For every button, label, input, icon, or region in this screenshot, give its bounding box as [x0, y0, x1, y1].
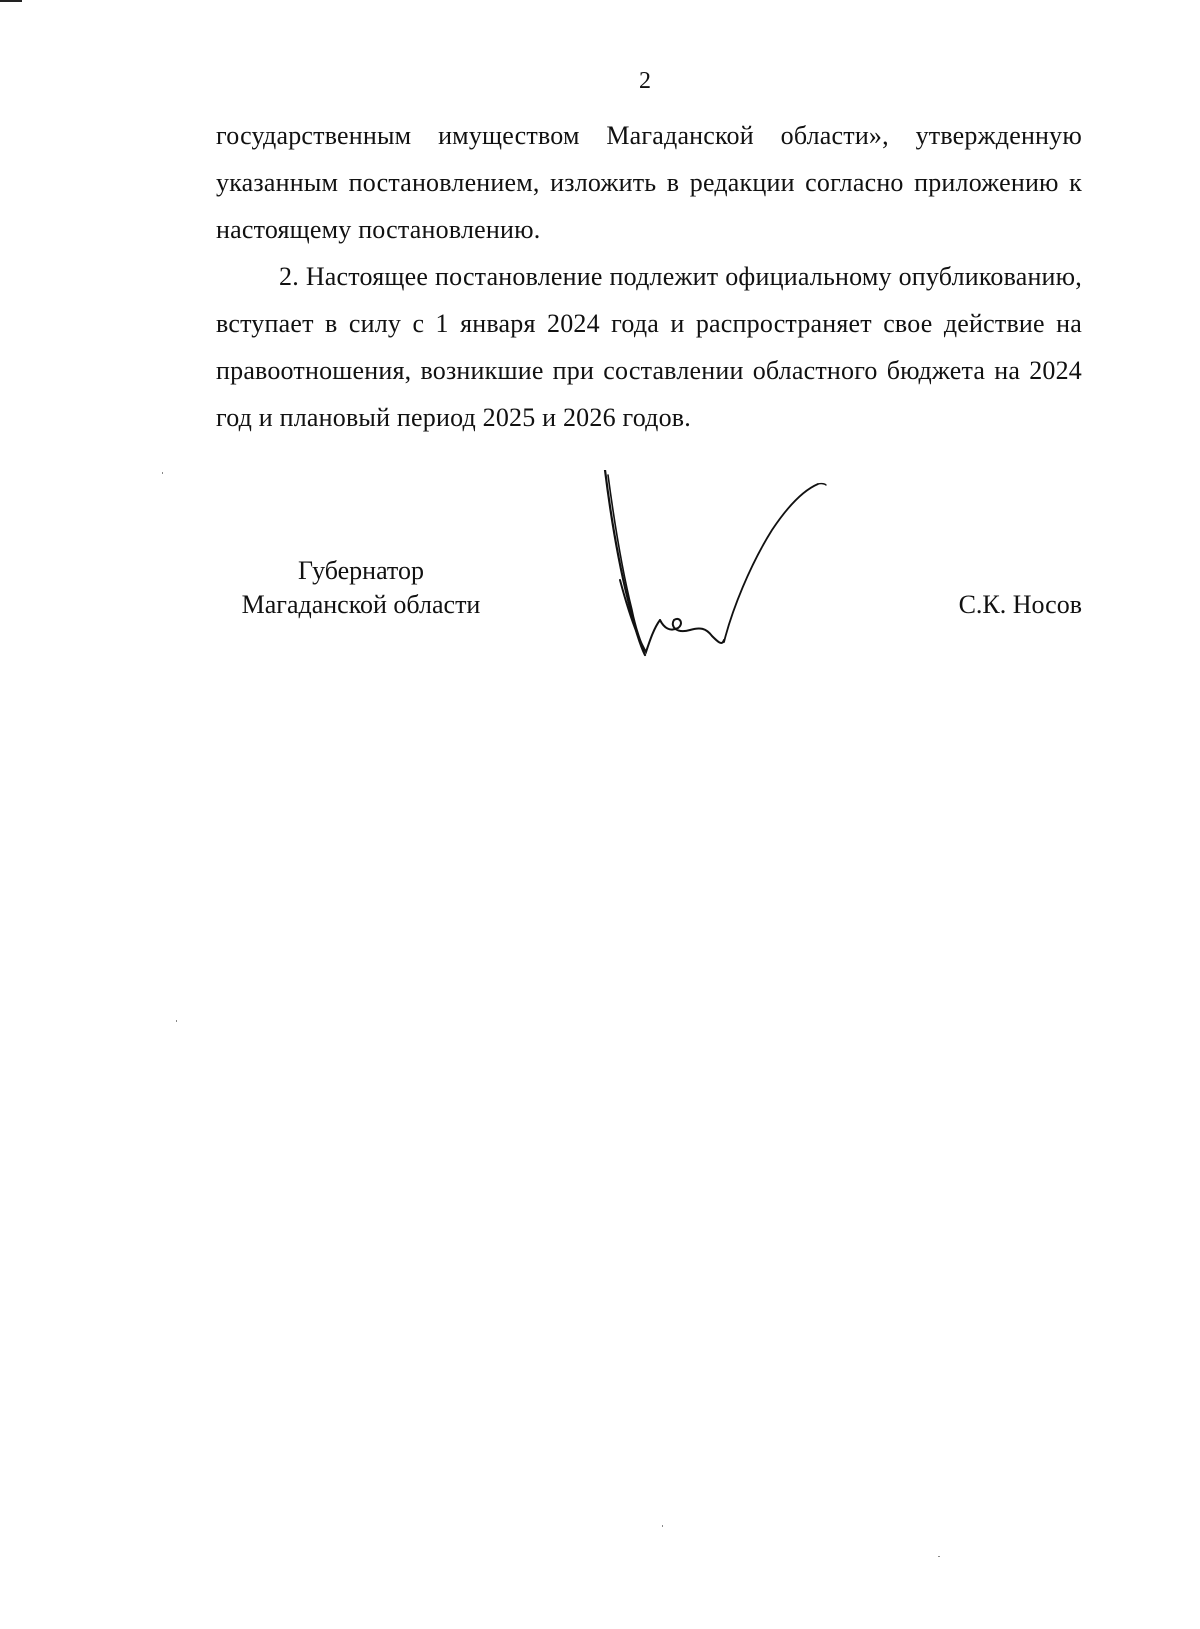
- signatory-position: [216, 554, 506, 622]
- paragraph-continuation: государственным имуществом Магаданской области», утвержденную указанным постановлением, изложить в редакции согласно приложению к настоящему постановлению.: [216, 121, 1082, 244]
- scan-speck: [176, 1020, 177, 1022]
- signatory-region: Магаданской области: [241, 590, 481, 619]
- scan-corner-mark: [0, 0, 22, 2]
- scan-speck: [662, 1525, 663, 1527]
- page-number: 2: [639, 68, 651, 94]
- document-body: [216, 112, 1082, 441]
- scan-speck: [938, 1556, 940, 1557]
- handwritten-signature: [600, 470, 850, 670]
- signatory-name: С.К. Носов: [958, 590, 1082, 619]
- paragraph-item-2: 2. Настоящее постановление подлежит официальному опубликованию, вступает в силу с 1 января 2024 года и распространяет свое действие на правоотношения, возникшие при составлении областного бюджета на 2024 год и плановый период 2025 и 2026 годов.: [216, 262, 1082, 432]
- scan-speck: [162, 472, 163, 474]
- signatory-title: Губернатор: [298, 556, 424, 585]
